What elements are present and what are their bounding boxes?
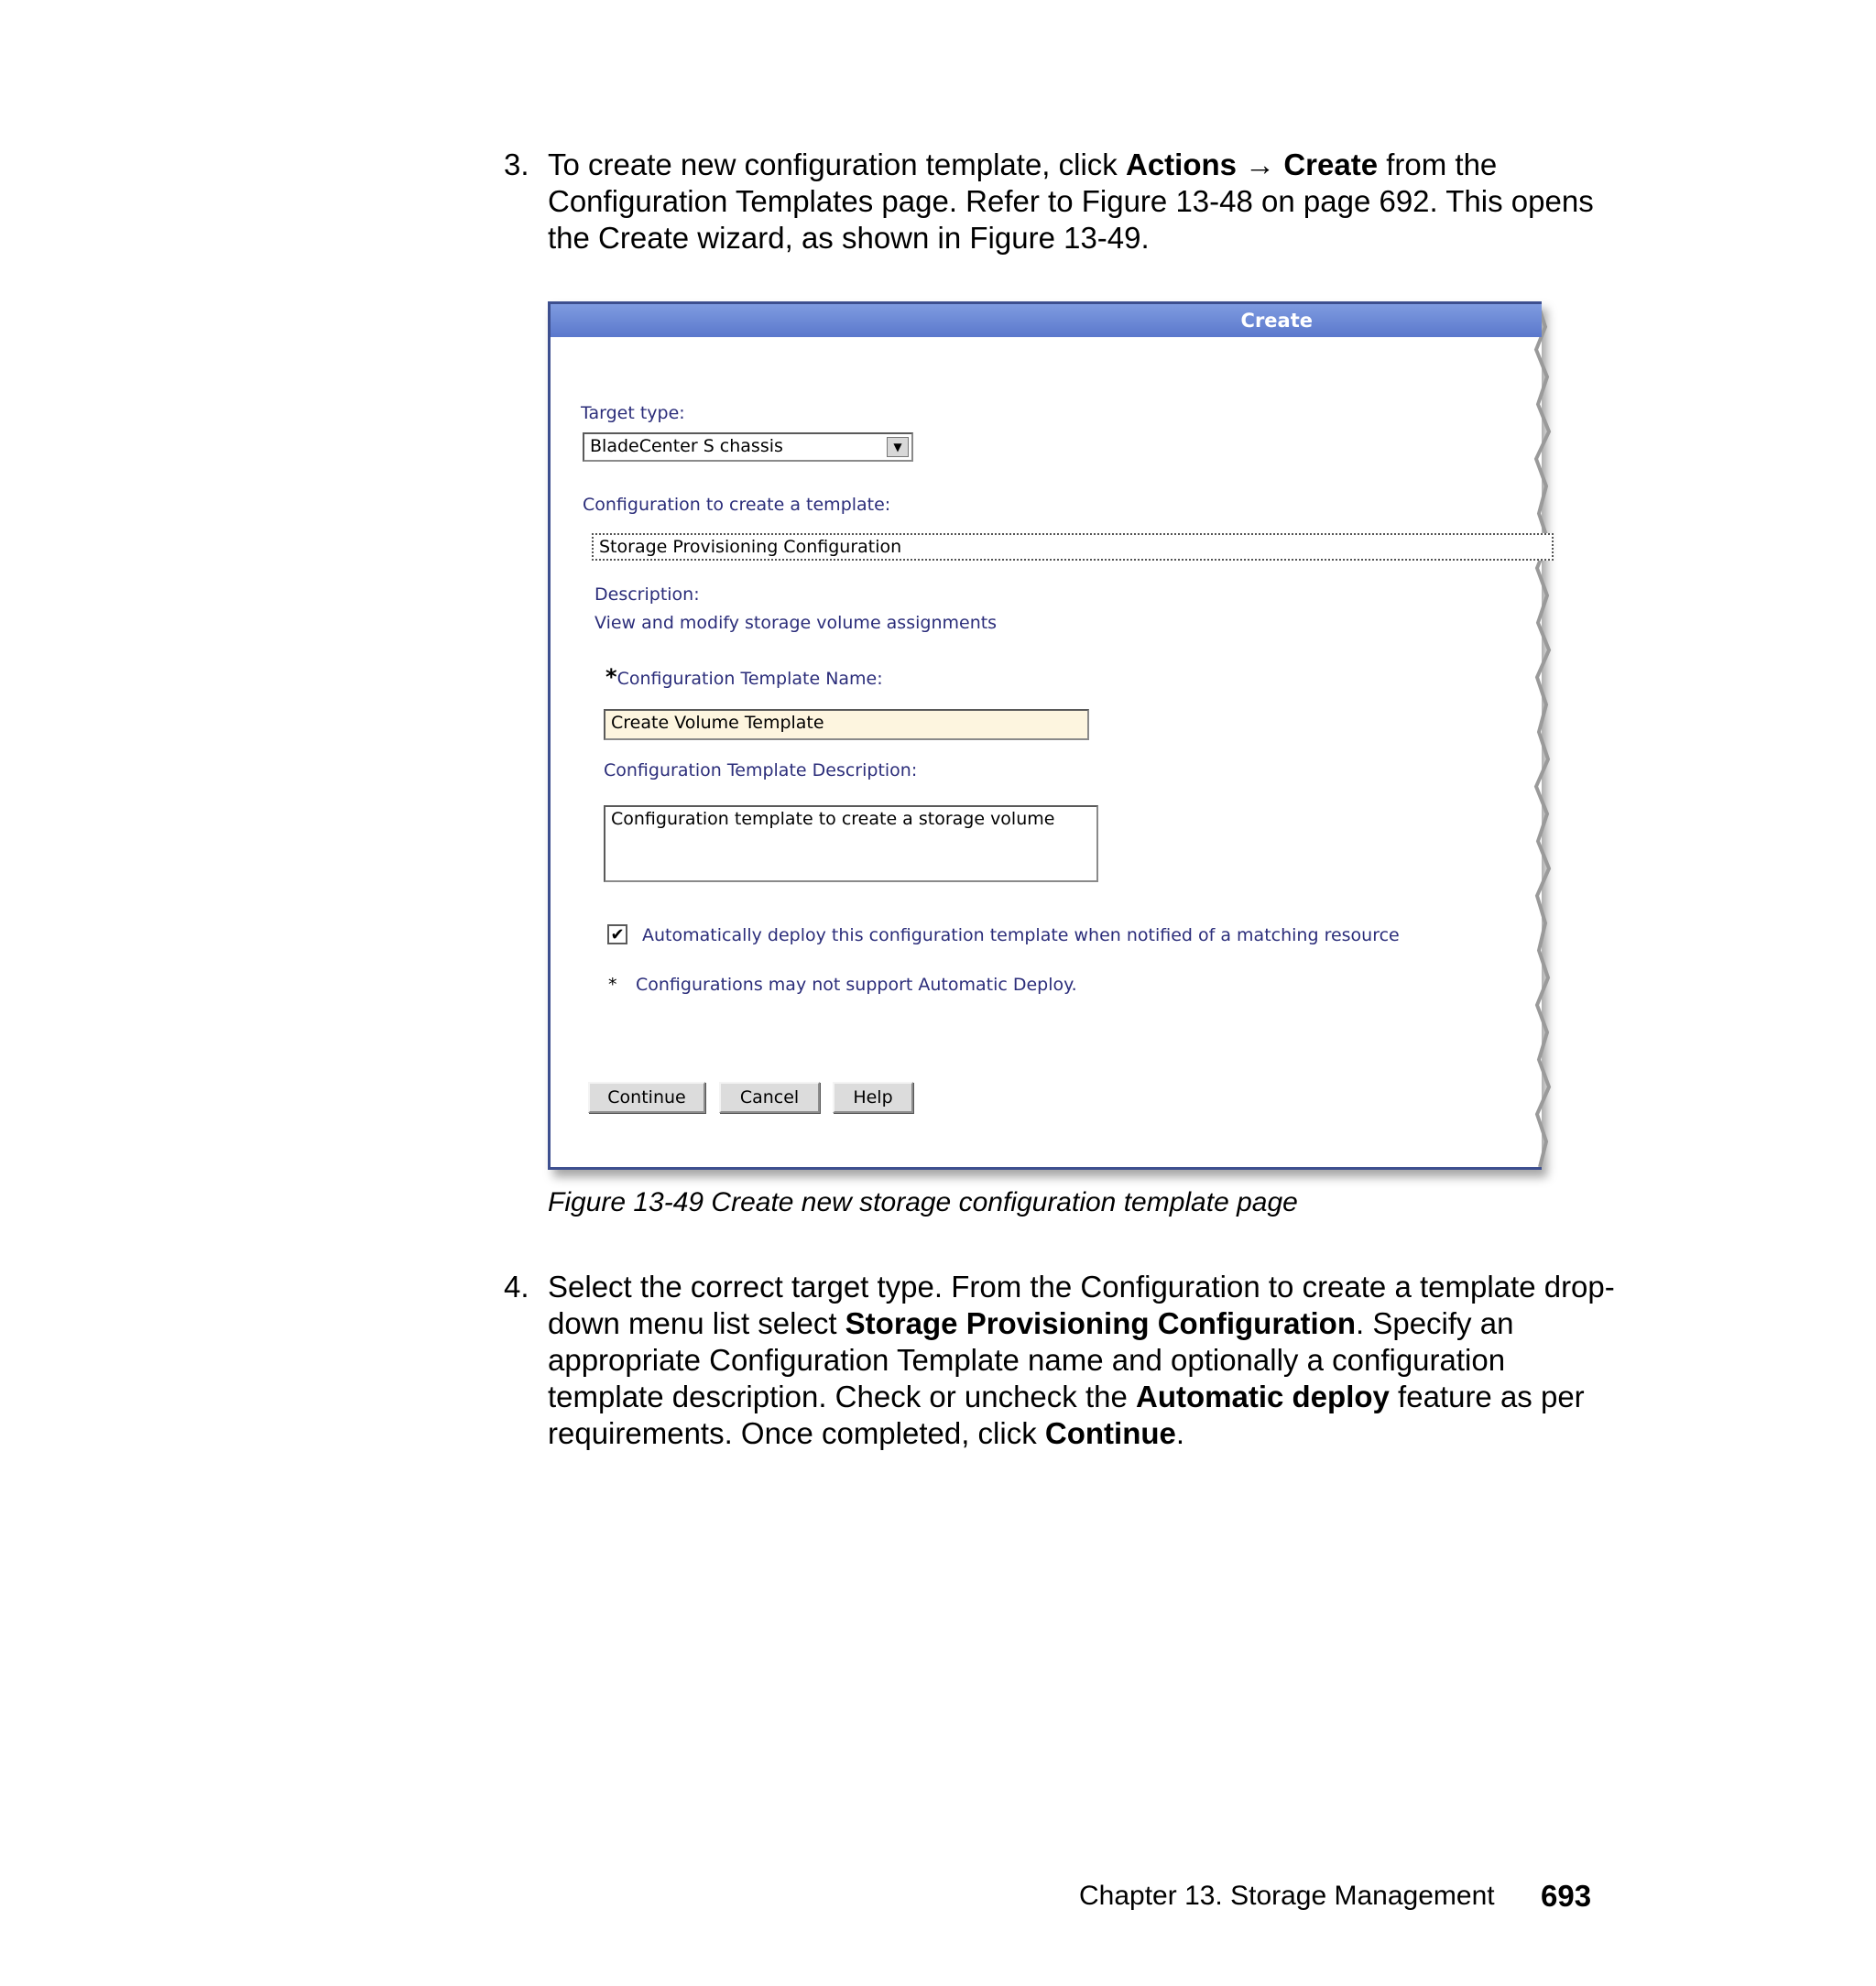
note-asterisk: * [608, 975, 617, 995]
step-text [548, 147, 1629, 256]
bold-term: Storage Provisioning Configuration [845, 1306, 1356, 1340]
text-run: Select the correct target type. From the Configuration to create a template drop-down menu list select [548, 1270, 1615, 1340]
checkmark-icon: ✔ [610, 925, 625, 944]
bold-term: Automatic deploy [1136, 1380, 1390, 1413]
template-desc-textarea[interactable] [604, 805, 1098, 882]
required-asterisk: * [605, 664, 617, 690]
torn-edge [1531, 304, 1558, 1167]
create-dialog-screenshot [548, 301, 1542, 1170]
template-name-label-text: Configuration Template Name: [616, 669, 883, 689]
config-select[interactable] [592, 533, 1554, 561]
page-number: 693 [1541, 1879, 1592, 1913]
config-value: Storage Provisioning Configuration [599, 537, 902, 557]
auto-deploy-label: Automatically deploy this configuration template when notified of a matching resource [642, 925, 1400, 945]
description-label: Description: [594, 584, 700, 605]
step-number: 4. [504, 1270, 529, 1304]
config-label: Configuration to create a template: [583, 495, 891, 515]
target-type-label: Target type: [581, 403, 685, 423]
dialog-title: Create [551, 304, 1542, 337]
description-text: View and modify storage volume assignments [594, 613, 998, 633]
text-run: . Specify an appropriate Configuration Template name and optionally a configuration template description. Check or uncheck the [548, 1306, 1514, 1413]
cancel-button[interactable]: Cancel [719, 1082, 820, 1113]
step-4 [504, 1269, 1615, 1461]
template-name-label [605, 664, 883, 690]
step-3 [504, 147, 1603, 256]
text-run: To create new configuration template, click [548, 147, 1126, 181]
template-name-input[interactable] [604, 709, 1089, 740]
step-text [548, 1269, 1629, 1452]
auto-deploy-note: Configurations may not support Automatic Deploy. [636, 975, 1077, 995]
target-type-value: BladeCenter S chassis [590, 436, 783, 456]
target-type-select[interactable] [583, 432, 913, 462]
step-number: 3. [504, 147, 529, 181]
text-run: from the Configuration Templates page. Refer to Figure 13-48 on page 692. This opens the Create wizard, as shown in Figure 13-49. [548, 147, 1594, 255]
template-name-value: Create Volume Template [611, 713, 824, 733]
figure-caption: Figure 13-49 Create new storage configuration template page [548, 1187, 1298, 1217]
template-desc-value: Configuration template to create a storage volume [611, 809, 1055, 829]
bold-term: Actions [1125, 147, 1237, 181]
text-run: feature as per requirements. Once completed, click [548, 1380, 1585, 1450]
arrow-run: → [1237, 147, 1284, 181]
auto-deploy-checkbox[interactable] [607, 924, 627, 944]
footer-chapter: Chapter 13. Storage Management [1079, 1881, 1495, 1911]
bold-term: Create [1283, 147, 1379, 181]
template-desc-label: Configuration Template Description: [604, 760, 918, 780]
help-button[interactable]: Help [833, 1082, 913, 1113]
bold-term: Continue [1044, 1416, 1176, 1450]
chevron-down-icon[interactable]: ▼ [887, 437, 909, 457]
continue-button[interactable]: Continue [588, 1082, 705, 1113]
text-run: . [1175, 1416, 1185, 1450]
